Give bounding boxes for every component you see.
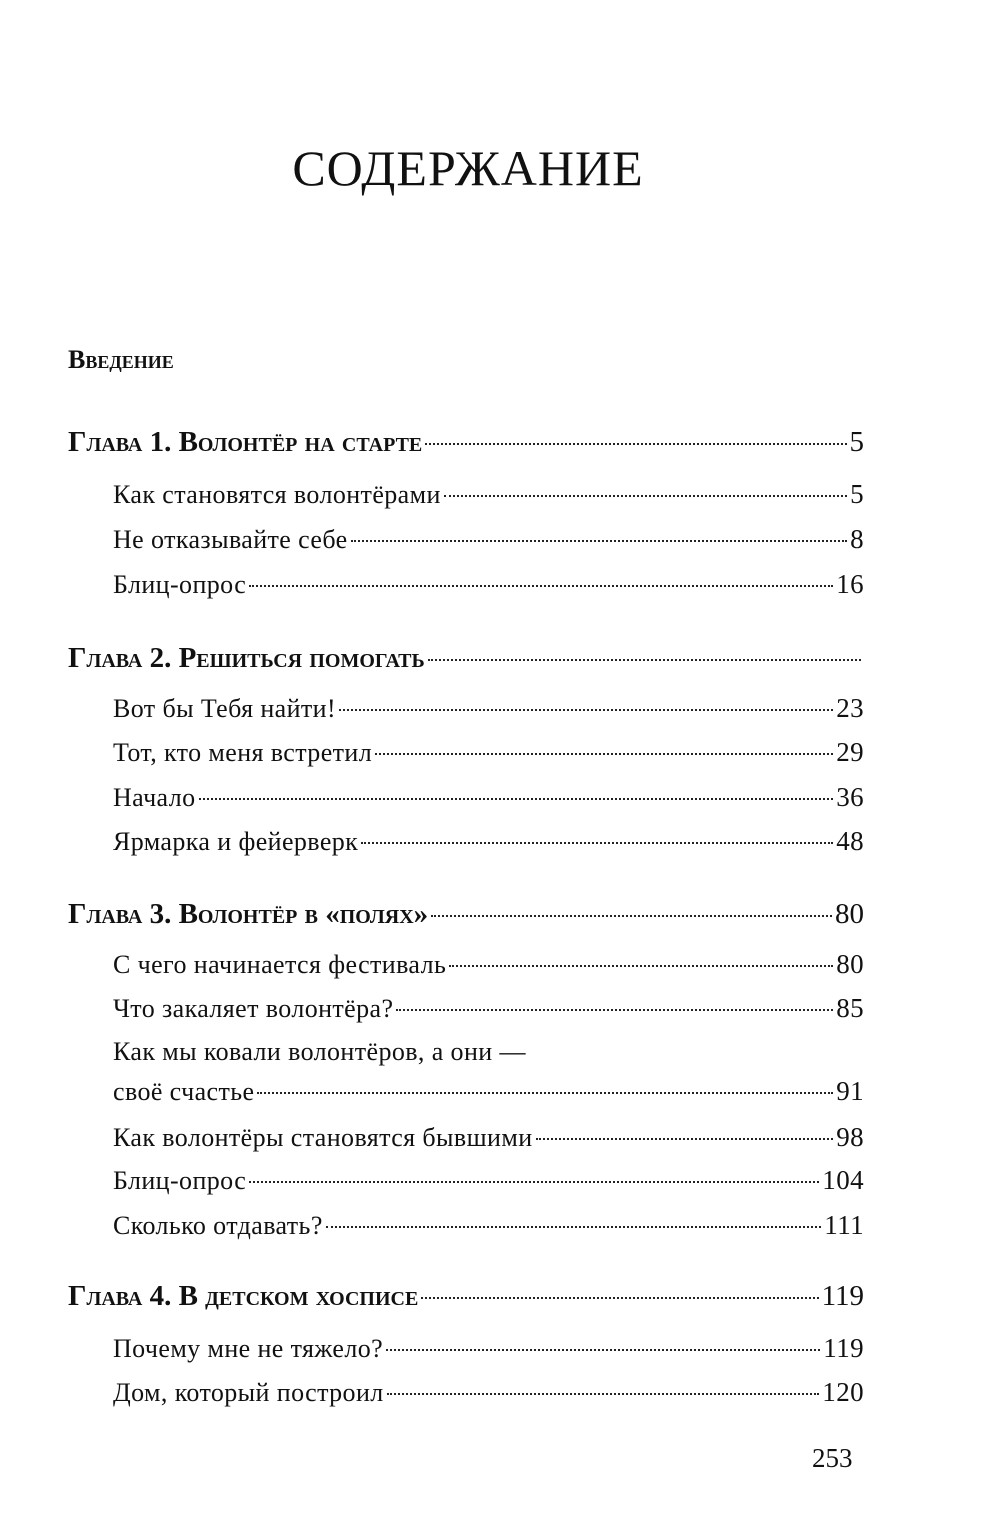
toc-page-number: 5: [850, 479, 864, 509]
toc-page-number: 85: [836, 993, 864, 1023]
toc-page-number: 119: [821, 1280, 864, 1312]
toc-section-label: Дом, который построил: [113, 1378, 384, 1407]
dot-leader: [326, 1226, 822, 1228]
dot-leader: [386, 1349, 820, 1351]
dot-leader: [425, 443, 846, 445]
toc-section-label: Начало: [113, 783, 196, 812]
toc-page-number: 120: [822, 1377, 864, 1407]
toc-page-number: 5: [849, 426, 864, 458]
dot-leader: [421, 1297, 818, 1299]
toc-page-number: 36: [836, 782, 864, 812]
toc-introduction: Введение: [68, 345, 174, 374]
dot-leader: [351, 540, 848, 542]
page-number-footer: 253: [812, 1443, 853, 1473]
toc-page-number: 48: [836, 826, 864, 856]
toc-section-label: Что закаляет волонтёра?: [113, 994, 394, 1023]
toc-section: [113, 690, 864, 727]
toc-section-label: Почему мне не тяжело?: [113, 1334, 384, 1363]
dot-leader: [428, 659, 861, 661]
toc-section-label: Тот, кто меня встретил: [113, 738, 373, 767]
toc-section-label: Ярмарка и фейерверк: [113, 827, 359, 856]
toc-section-label: Блиц-опрос: [113, 1166, 247, 1195]
toc-section: [113, 1374, 864, 1411]
toc-chapter-label: Глава 1. Волонтёр на старте: [68, 426, 423, 458]
dot-leader: [536, 1138, 834, 1140]
page-title: СОДЕРЖАНИЕ: [292, 140, 644, 196]
toc-section-label: Сколько отдавать?: [113, 1211, 323, 1240]
dot-leader: [375, 753, 833, 755]
toc-section-label: своё счастье: [113, 1077, 255, 1106]
toc-page-number: 104: [822, 1165, 864, 1195]
toc-section-label: Не отказывайте себе: [113, 525, 348, 554]
toc-chapter-3: [68, 896, 864, 932]
toc-section-label: Вот бы Тебя найти!: [113, 694, 337, 723]
toc-section: [113, 823, 864, 860]
dot-leader: [199, 798, 834, 800]
dot-leader: [257, 1092, 833, 1094]
toc-page-number: 29: [836, 737, 864, 767]
dot-leader: [396, 1009, 833, 1011]
toc-page-number: 8: [850, 524, 864, 554]
toc-chapter-4: [68, 1278, 864, 1314]
toc-section: [113, 1162, 864, 1199]
toc-page-number: 91: [836, 1076, 864, 1106]
toc-chapter-label: Глава 2. Решиться помогать: [68, 642, 425, 674]
toc-page-number: 23: [836, 693, 864, 723]
dot-leader: [249, 585, 833, 587]
toc-section-label-line1: Как мы ковали волонтёров, а они —: [113, 1037, 526, 1066]
toc-page-number: 98: [836, 1122, 864, 1152]
toc-page-number: 80: [836, 949, 864, 979]
toc-page-number: 80: [835, 898, 864, 930]
dot-leader: [387, 1393, 820, 1395]
dot-leader: [449, 965, 833, 967]
toc-section: [113, 566, 864, 603]
dot-leader: [249, 1181, 819, 1183]
toc-page-number: 119: [823, 1333, 864, 1363]
toc-section-label: Как волонтёры становятся бывшими: [113, 1123, 533, 1152]
toc-chapter-2: [68, 640, 864, 676]
toc-section: [113, 779, 864, 816]
toc-page-number: 111: [824, 1210, 864, 1240]
toc-section: [113, 1073, 864, 1110]
toc-chapter-label: Глава 4. В детском хосписе: [68, 1280, 419, 1312]
toc-section-label: Блиц-опрос: [113, 570, 247, 599]
dot-leader: [431, 915, 832, 917]
toc-section: [113, 1330, 864, 1367]
dot-leader: [444, 495, 847, 497]
toc-section: [113, 521, 864, 558]
toc-section-label: С чего начинается фестиваль: [113, 950, 447, 979]
toc-section: [113, 734, 864, 771]
toc-chapter-label: Глава 3. Волонтёр в «полях»: [68, 898, 429, 930]
toc-page-number: 16: [836, 569, 864, 599]
dot-leader: [361, 842, 833, 844]
toc-section: [113, 946, 864, 983]
toc-chapter-1: [68, 424, 864, 460]
toc-section: [113, 1119, 864, 1156]
dot-leader: [339, 709, 833, 711]
toc-section: [113, 1207, 864, 1244]
toc-section-label: Как становятся волонтёрами: [113, 480, 441, 509]
toc-section: [113, 476, 864, 513]
toc-section: [113, 990, 864, 1027]
